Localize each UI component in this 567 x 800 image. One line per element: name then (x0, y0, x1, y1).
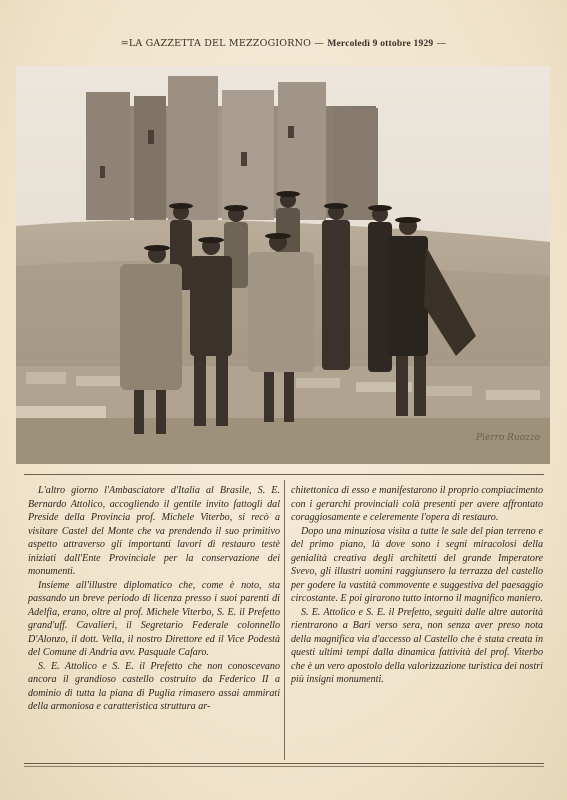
stone-wall (16, 366, 550, 426)
masthead (0, 38, 567, 49)
article-paragraph: Dopo una minuziosa visita a tutte le sale del pian terreno e del primo piano, là dove sono i segni miracolosi della genialità creativa degli architetti del grande Imperatore Svevo, gli illustri uomini raggiunsero la terrazza del castello per godere la vastità commovente e suggestiva del paesaggio circostante. E poi girarono tutto intorno il magnifico maniero. (291, 525, 543, 604)
photographer-signature: Pierro Ruozzo (476, 433, 541, 443)
article-bottom-rule (24, 763, 544, 764)
newspaper-name: =LA GAZZETTA DEL MEZZOGIORNO (120, 38, 312, 49)
article-paragraph: L'altro giorno l'Ambasciatore d'Italia al Brasile, S. E. Bernardo Attolico, accogliendo il gentile invito fattogli dal Preside della Provincia prof. Michele Viterbo, si recò a visitare Castel del Monte che va prendendo il suo primitivo aspetto attraverso gli importanti lavori di restauro testè iniziati dall'Ente Provinciale per la conservazione dei monumenti. (28, 485, 280, 577)
article-paragraph: Insieme all'illustre diplomatico che, come è noto, sta passando un breve periodo di licenza presso i suoi parenti di Adelfia, erano, oltre al prof. Michele Viterbo, S. E. il Prefetto grand'uff. Cavalieri, il Segretario Federale colonnello D'Alonzo, il dott. Vella, il nostro Direttore ed il Vice Podestà del Comune di Andria avv. Pasquale Cafaro. (28, 579, 280, 658)
article-paragraph: S. E. Attolico e S. E. il Prefetto, seguiti dalle altre autorità rientrarono a Bari verso sera, non senza aver preso nota della magnifica via d'accesso al Castello che è stata creata in questi ultimi tempi dalla dinamica fattività del prof. Viterbo che è un vero apostolo della valorizzazione turistica dei nostri più insigni monumenti. (291, 606, 543, 685)
article-paragraph: S. E. Attolico e S. E. il Prefetto che non conoscevano ancora il grandioso castello costruito da Federico II a dominio di tutta la piana di Puglia rimasero assai ammirati della armoniosa e caratteristica struttura ar- (28, 660, 280, 712)
masthead-end: — (436, 38, 447, 49)
issue-date: Mercoledì 9 ottobre 1929 (327, 39, 434, 49)
article-top-rule (24, 474, 544, 475)
column-divider (284, 480, 285, 760)
article-bottom-rule-2 (24, 766, 544, 767)
masthead-separator: — (314, 38, 325, 49)
article-column-right (291, 484, 543, 687)
article-column-left (28, 484, 280, 714)
photo-illustration (16, 66, 550, 464)
photo-castel-del-monte-group (16, 66, 550, 464)
article-paragraph: chitettonica di esso e manifestarono il proprio compiacimento con i gerarchi provinciali colà presenti per avere affrontato coraggiosamente e celeremente l'opera di restauro. (291, 485, 543, 523)
